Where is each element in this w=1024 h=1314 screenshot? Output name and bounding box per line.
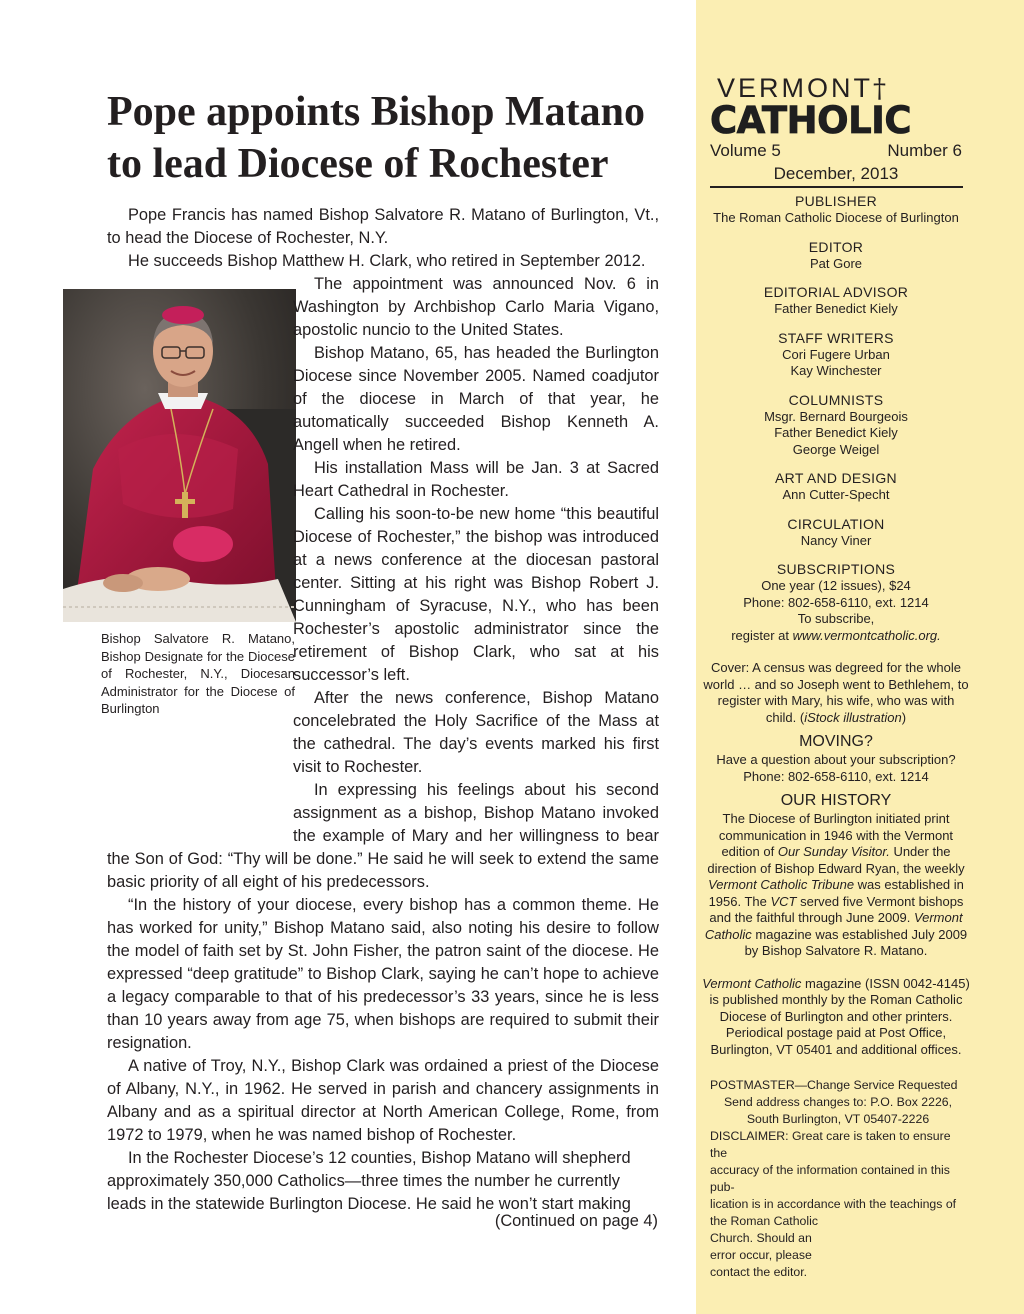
disclaimer-line: lication is in accordance with the teachings of (710, 1197, 957, 1211)
paragraph: In expressing his feelings about his second assignment as a bishop, Bishop Matano invoked the example of Mary and her willingness to bear the Son of God: “Thy will be done.” He said he will seek to extend the same basic priority of all eight of his predecessors. (107, 781, 659, 891)
staff-box (702, 193, 970, 1058)
disclaimer-line: accuracy of the information contained in this pub- (710, 1163, 950, 1194)
staff-writer-name: Kay Winchester (790, 363, 882, 378)
paragraph: He succeeds Bishop Matthew H. Clark, who retired in September 2012. (128, 252, 646, 270)
subscription-line (702, 628, 970, 645)
circulation-heading: CIRCULATION (787, 515, 885, 532)
logo-vermont-text: VERMONT (717, 73, 873, 103)
subscription-line: One year (12 issues), $24 (761, 578, 911, 593)
paragraph: A native of Troy, N.Y., Bishop Clark was ordained a priest of the Diocese of Albany, N.Y., in 1962. He served in parish and chancery assignments in Albany and as a spiritual director at North American College, Rome, from 1972 to 1979, when he was named bishop of Rochester. (107, 1057, 659, 1144)
subscription-line: Phone: 802-658-6110, ext. 1214 (743, 594, 929, 610)
disclaimer-line: Church. Should an (710, 1231, 812, 1245)
advisor-heading: EDITORIAL ADVISOR (763, 284, 909, 300)
postmaster-line: POSTMASTER—Change Service Requested (710, 1078, 958, 1092)
paragraph: Pope Francis has named Bishop Salvatore R. Matano of Burlington, Vt., to head the Diocese of Rochester, N.Y. (107, 206, 659, 247)
art-name: Ann Cutter-Specht (782, 487, 890, 502)
disclaimer-line: the Roman Catholic (710, 1214, 818, 1228)
bishop-portrait-photo (63, 289, 296, 622)
subscription-url-link[interactable]: www.vermontcatholic.org. (792, 627, 941, 643)
disclaimer-line: DISCLAIMER: Great care is taken to ensure the (710, 1129, 951, 1160)
continued-notice: (Continued on page 4) (494, 1212, 658, 1230)
subscriptions-heading: SUBSCRIPTIONS (776, 561, 896, 577)
history-heading: OUR HISTORY (780, 792, 892, 809)
publisher-heading: PUBLISHER (794, 193, 878, 209)
disclaimer-line: error occur, please (710, 1248, 812, 1262)
paragraph: After the news conference, Bishop Matano concelebrated the Holy Sacrifice of the Mass at the cathedral. The day’s events marked his first visit to Rochester. (293, 689, 659, 776)
subscription-line: To subscribe, (797, 611, 875, 626)
columnists-heading: COLUMNISTS (788, 391, 884, 408)
cover-note: Cover: A census was degreed for the whole world … and so Joseph went to Bethlehem, to register with Mary, his wife, who was with child. (iStock illustration) (703, 660, 969, 725)
number-label: Number 6 (887, 141, 962, 160)
postmaster-disclaimer (710, 1077, 966, 1281)
paragraph: His installation Mass will be Jan. 3 at Sacred Heart Cathedral in Rochester. (293, 459, 659, 500)
publisher-name: The Roman Catholic Diocese of Burlington (713, 210, 959, 225)
paragraph: The appointment was announced Nov. 6 in Washington by Archbishop Carlo Maria Vigano, apostolic nuncio to the United States. (293, 275, 659, 339)
issn-text: Vermont Catholic magazine (ISSN 0042-4145) is published monthly by the Roman Catholic Diocese of Burlington and other printers. Periodical postage paid at Post Office, Burlington, VT 05401 and additional offices. (702, 975, 970, 1057)
photo-caption: Bishop Salvatore R. Matano, Bishop Designate for the Diocese of Rochester, N.Y., Diocesan Administrator for the Diocese of Burlington (101, 631, 295, 716)
postmaster-line: Send address changes to: P.O. Box 2226, (723, 1095, 953, 1109)
register-text: register at (731, 627, 793, 643)
issue-volume-number (710, 140, 962, 162)
vermont-catholic-logo (710, 73, 1010, 142)
postmaster-line: South Burlington, VT 05407-2226 (746, 1112, 930, 1126)
columnist-name: Father Benedict Kiely (774, 425, 898, 440)
history-text: The Diocese of Burlington initiated print communication in 1946 with the Vermont edition of Our Sunday Visitor. Under the direction of Bishop Edward Ryan, the weekly Vermont Catholic Tribune was established in 1956. The VCT served five Vermont bishops and the faithful through June 2009. Vermont Catholic magazine was established July 2009 by Bishop Salvatore R. Matano. (704, 811, 968, 958)
paragraph: Calling his soon-to-be new home “this beautiful Diocese of Rochester,” the bishop was introduced at a news conference at the diocesan pastoral center. Sitting at his right was Bishop Robert J. Cunningham of Syracuse, N.Y., who has been Rochester’s apostolic administrator since the retirement of Bishop Clark, who sat at his successor’s left. (293, 505, 659, 684)
moving-line: Phone: 802-658-6110, ext. 1214 (743, 768, 929, 784)
volume-label: Volume 5 (710, 141, 781, 160)
staff-writer-name: Cori Fugere Urban (782, 346, 890, 362)
article-body (101, 204, 659, 1216)
circulation-name: Nancy Viner (800, 532, 872, 548)
editor-name: Pat Gore (809, 255, 863, 271)
paragraph: “In the history of your diocese, every bishop has a common theme. He has worked for unity,” Bishop Matano said, also noting his desire to follow the model of faith set by St. John Fisher, the patron saint of the diocese. He expressed “deep gratitude” to Bishop Clark, saying he can’t hope to achieve a legacy comparable to that of his predecessor’s 33 years, since he is less than 10 years away from age 75, when bishops are required to submit their resignation. (107, 896, 659, 1052)
columnist-name: George Weigel (792, 441, 880, 457)
issue-date: December, 2013 (773, 164, 899, 183)
moving-line: Have a question about your subscription? (716, 752, 956, 767)
paragraph: Bishop Matano, 65, has headed the Burlington Diocese since November 2005. Named coadjutor of the diocese in March of that year, he automatically succeeded Bishop Kenneth A. Angell when he retired. (293, 344, 659, 454)
columnist-name: Msgr. Bernard Bourgeois (764, 408, 908, 424)
logo-catholic-text: CATHOLIC (710, 99, 912, 142)
art-heading: ART AND DESIGN (775, 470, 897, 486)
editor-heading: EDITOR (808, 238, 864, 255)
moving-heading: MOVING? (799, 733, 873, 750)
advisor-name: Father Benedict Kiely (774, 301, 898, 316)
photo-figure (63, 276, 295, 829)
masthead-rule (710, 186, 963, 188)
paragraph: In the Rochester Diocese’s 12 counties, Bishop Matano will shepherd approximately 350,000 Catholics—three times the number he currently leads in the statewide Burlington Diocese. He said he won’t start making (107, 1149, 631, 1213)
disclaimer-line: contact the editor. (710, 1265, 808, 1279)
staff-writers-heading: STAFF WRITERS (778, 329, 894, 346)
cover-credit: iStock illustration (804, 709, 902, 725)
cross-icon: † (873, 74, 886, 104)
masthead-sidebar (696, 0, 1024, 1314)
article-headline: Pope appoints Bishop Matano to lead Diocese of Rochester (107, 89, 645, 187)
